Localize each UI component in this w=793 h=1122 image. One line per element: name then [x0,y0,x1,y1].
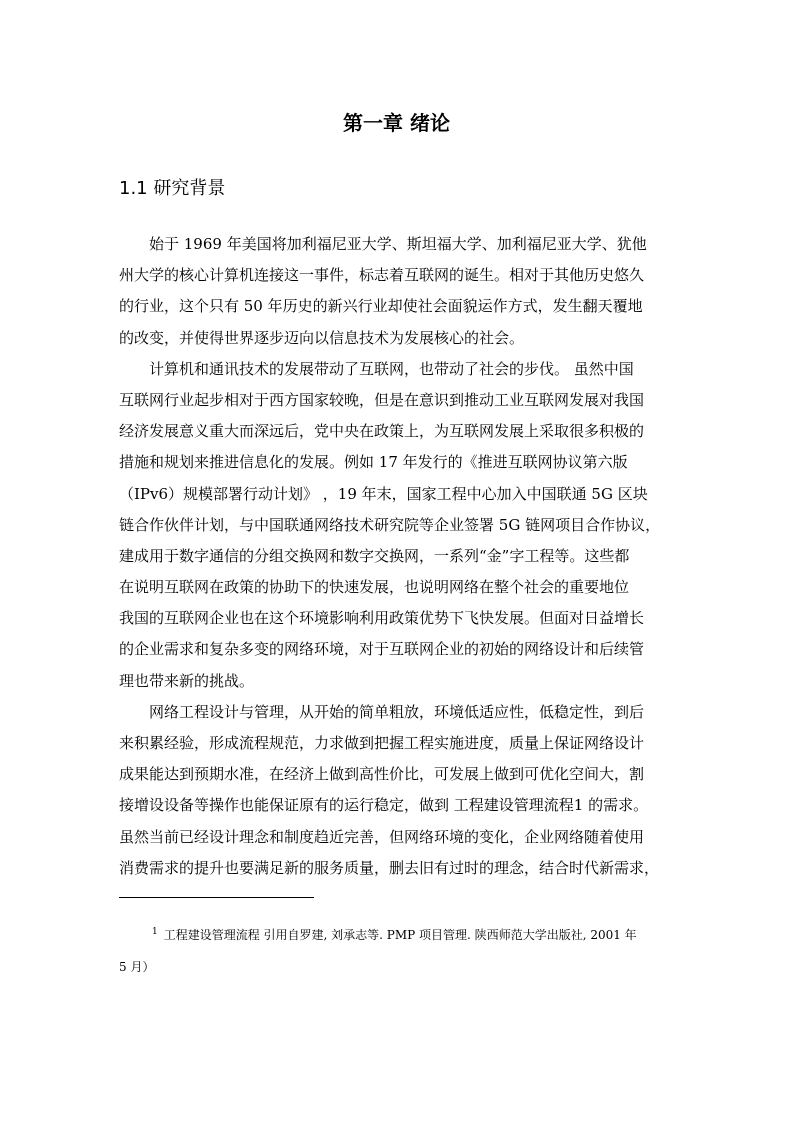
footnote-divider [119,897,314,898]
body-line: 成果能达到预期水准，在经济上做到高性价比，可发展上做到可优化空间大，割 [119,765,645,784]
body-line: 链合作伙伴计划，与中国联通网络技术研究院等企业签署 5G 链网项目合作协议， [119,515,661,534]
body-line: 接增设设备等操作也能保证原有的运行稳定，做到 工程建设管理流程1 的需求。 [119,796,649,815]
body-line: 网络工程设计与管理，从开始的简单粗放，环境低适应性，低稳定性，到后 [119,702,645,721]
body-line: 始于 1969 年美国将加利福尼亚大学、斯坦福大学、加利福尼亚大学、犹他 [119,235,647,253]
body-line: 建成用于数字通信的分组交换网和数字交换网，一系列“金”字工程等。这些都 [119,546,630,565]
body-line: 互联网行业起步相对于西方国家较晚，但是在意识到推动工业互联网发展对我国 [119,390,645,409]
body-line: 的改变，并使得世界逐步迈向以信息技术为发展核心的社会。 [119,328,525,347]
body-line: 经济发展意义重大而深远后，党中央在政策上，为互联网发展上采取很多积极的 [119,422,645,441]
body-line: 我国的互联网企业也在这个环境影响利用政策优势下飞快发展。但面对日益增长 [119,609,645,628]
body-text [119,229,679,884]
chapter-title: 第一章 绪论 [343,111,450,135]
body-line: 的行业，这个只有 50 年历史的新兴行业却使社会面貌运作方式，发生翻天覆地 [119,297,643,316]
footnote [119,920,679,990]
body-line: 的企业需求和复杂多变的网络环境，对于互联网企业的初始的网络设计和后续管 [119,640,645,659]
footnote-text: 工程建设管理流程 引用自罗建, 刘承志等. PMP 项目管理. 陕西师范大学出版社, 2001 年 [163,928,637,942]
body-line: 措施和规划来推进信息化的发展。例如 17 年发行的《推进互联网协议第六版 [119,453,628,472]
footnote-line-2: 5 月） [119,960,155,974]
body-line: 理也带来新的挑战。 [119,671,255,690]
body-line: 在说明互联网在政策的协助下的快速发展，也说明网络在整个社会的重要地位 [119,578,630,597]
section-title: 1.1 研究背景 [119,178,226,199]
body-line: 消费需求的提升也要满足新的服务质量，删去旧有过时的理念，结合时代新需求， [119,858,660,877]
body-line: 虽然当前已经设计理念和制度趋近完善，但网络环境的变化，企业网络随着使用 [119,827,645,846]
footnote-line-1 [119,920,679,955]
body-line: 州大学的核心计算机连接这一事件，标志着互联网的诞生。相对于其他历史悠久 [119,266,645,285]
body-line: 计算机和通讯技术的发展带动了互联网，也带动了社会的步伐。 虽然中国 [119,359,634,378]
body-line: 来积累经验，形成流程规范，力求做到把握工程实施进度，质量上保证网络设计 [119,734,645,752]
footnote-marker: 1 [152,927,158,937]
body-line: （IPv6）规模部署行动计划》 ，19 年末，国家工程中心加入中国联通 5G 区块 [119,484,648,503]
